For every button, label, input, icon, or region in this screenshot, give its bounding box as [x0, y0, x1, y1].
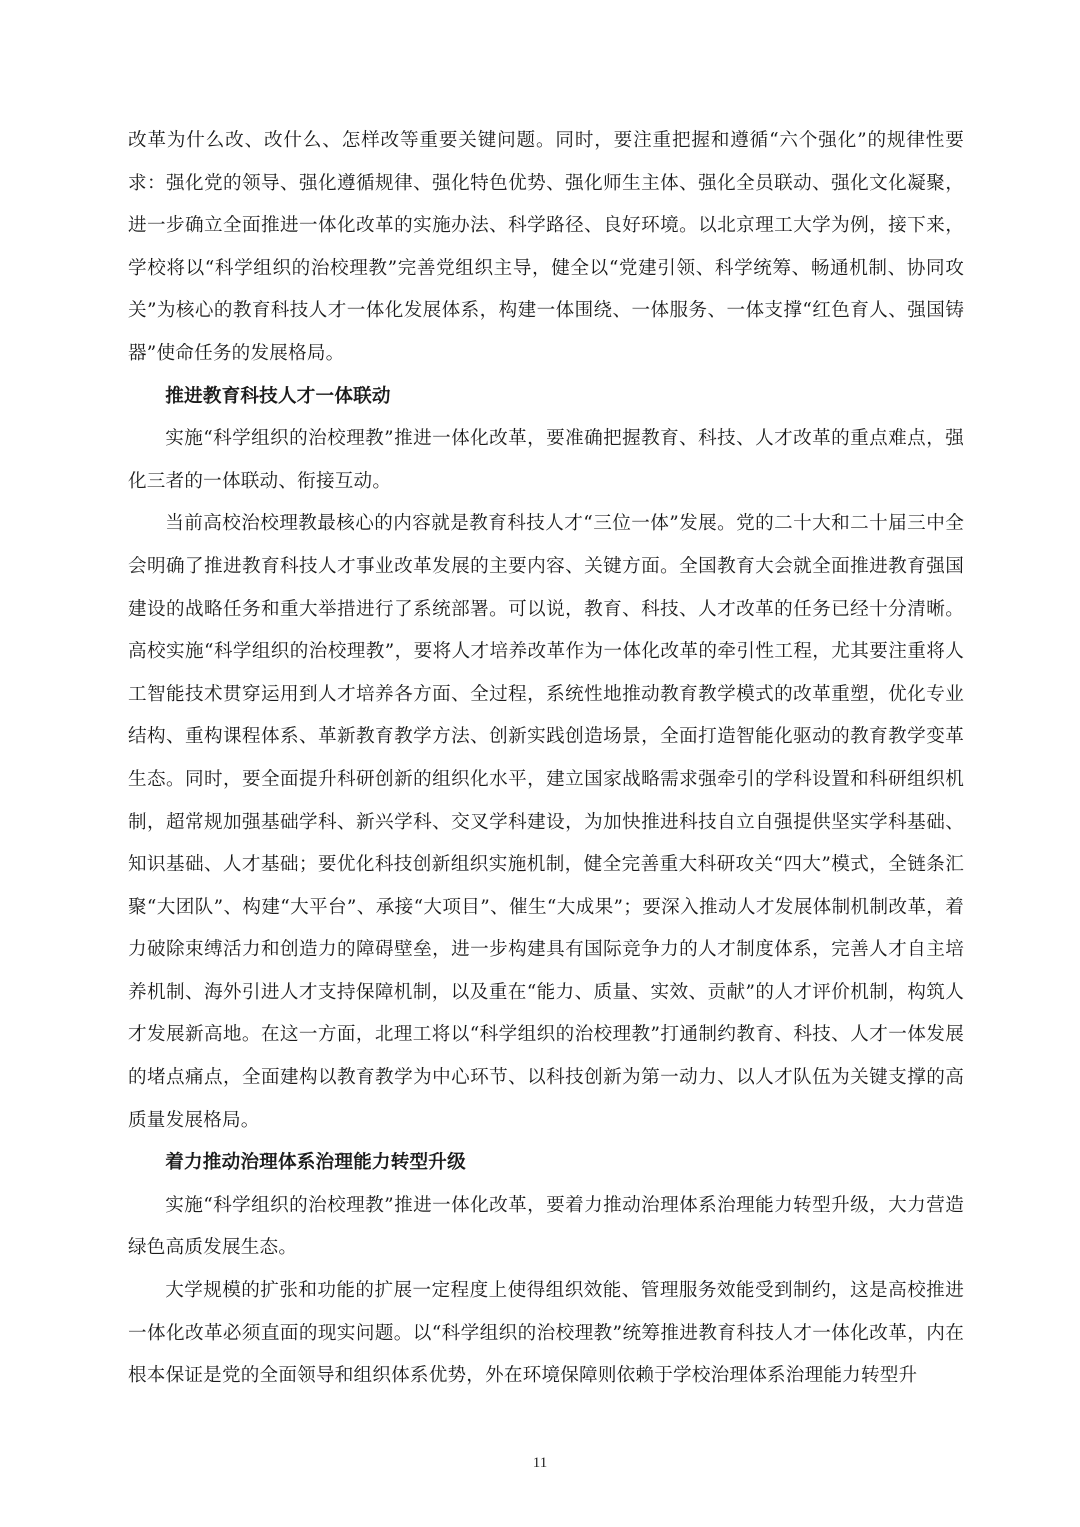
section-heading-governance: 着力推动治理体系治理能力转型升级 — [165, 1152, 466, 1174]
paragraph-continuation: 改革为什么改、改什么、怎样改等重要关键问题。同时，要注重把握和遵循“六个强化”的规律性要求：强化党的领导、强化遵循规律、强化特色优势、强化师生主体、强化全员联动、强化文化凝聚，进一步确立全面推进一体化改革的实施办法、科学路径、良好环境。以北京理工大学为例，接下来，学校将以“科学组织的治校理教”完善党组织主导，健全以“党建引领、科学统筹、畅通机制、协同攻关”为核心的教育科技人才一体化发展体系，构建一体围绕、一体服务、一体支撑“红色育人、强国铸器”使命任务的发展格局。 — [128, 130, 964, 364]
paragraph: 大学规模的扩张和功能的扩展一定程度上使得组织效能、管理服务效能受到制约，这是高校推进一体化改革必须直面的现实问题。以“科学组织的治校理教”统筹推进教育科技人才一体化改革，内在根本保证是党的全面领导和组织体系优势，外在环境保障则依赖于学校治理体系治理能力转型升 — [128, 1280, 964, 1387]
page-number: 11 — [532, 1455, 548, 1471]
paragraph: 实施“科学组织的治校理教”推进一体化改革，要着力推动治理体系治理能力转型升级，大力营造绿色高质发展生态。 — [128, 1194, 964, 1259]
section-heading-linkage: 推进教育科技人才一体联动 — [165, 385, 391, 407]
paragraph: 实施“科学组织的治校理教”推进一体化改革，要准确把握教育、科技、人才改革的重点难点，强化三者的一体联动、衔接互动。 — [128, 428, 964, 492]
article-body — [128, 120, 964, 1398]
paragraph: 当前高校治校理教最核心的内容就是教育科技人才“三位一体”发展。党的二十大和二十届三中全会明确了推进教育科技人才事业改革发展的主要内容、关键方面。全国教育大会就全面推进教育强国建设的战略任务和重大举措进行了系统部署。可以说，教育、科技、人才改革的任务已经十分清晰。高校实施“科学组织的治校理教”，要将人才培养改革作为一体化改革的牵引性工程，尤其要注重将人工智能技术贯穿运用到人才培养各方面、全过程，系统性地推动教育教学模式的改革重塑，优化专业结构、重构课程体系、革新教育教学方法、创新实践创造场景，全面打造智能化驱动的教育教学变革生态。同时，要全面提升科研创新的组织化水平，建立国家战略需求强牵引的学科设置和科研组织机制，超常规加强基础学科、新兴学科、交叉学科建设，为加快推进科技自立自强提供坚实学科基础、知识基础、人才基础；要优化科技创新组织实施机制，健全完善重大科研攻关“四大”模式，全链条汇聚“大团队”、构建“大平台”、承接“大项目”、催生“大成果”；要深入推动人才发展体制机制改革，着力破除束缚活力和创造力的障碍壁垒，进一步构建具有国际竞争力的人才制度体系，完善人才自主培养机制、海外引进人才支持保障机制，以及重在“能力、质量、实效、贡献”的人才评价机制，构筑人才发展新高地。在这一方面，北理工将以“科学组织的治校理教”打通制约教育、科技、人才一体发展的堵点痛点，全面建构以教育教学为中心环节、以科技创新为第一动力、以人才队伍为关键支撑的高质量发展格局。 — [128, 513, 964, 1131]
